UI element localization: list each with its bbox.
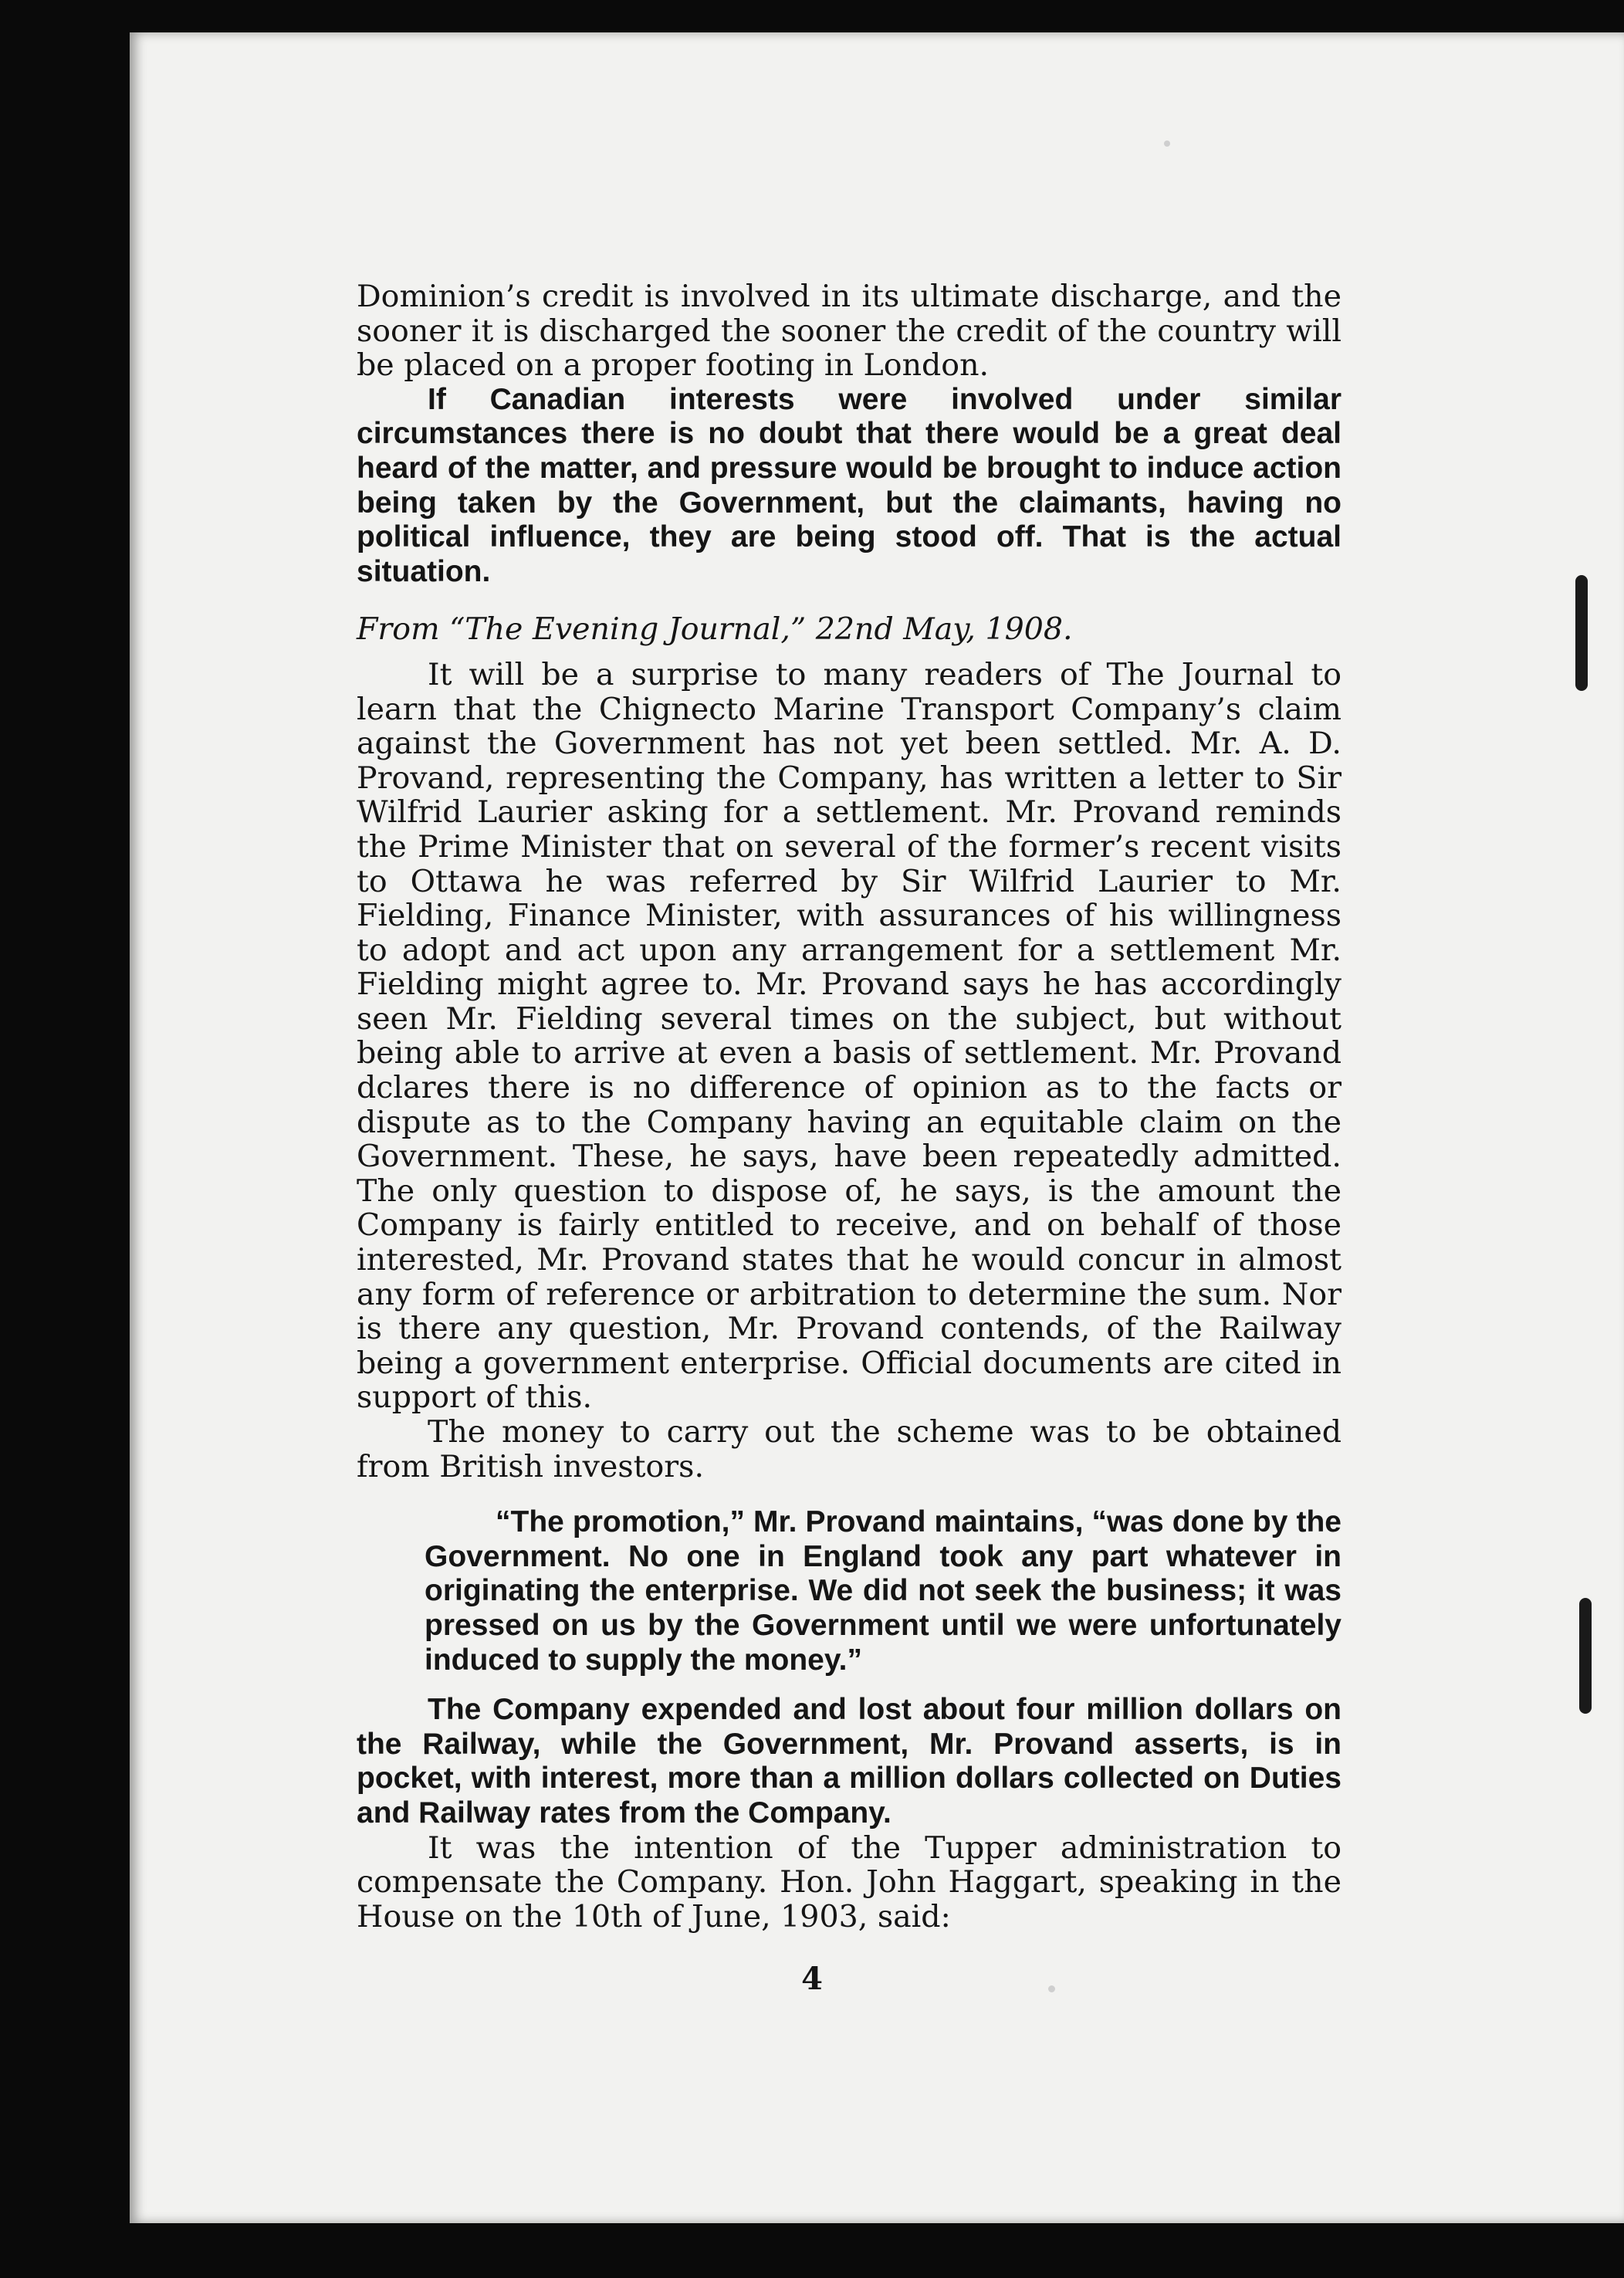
paragraph-journal-report: It will be a surprise to many readers of The Journal to learn that the Chignecto Marine Transport Company’s claim against the Government has not yet been settled. Mr. A. D. Provand, representing the Company, has written a letter to Sir Wilfrid Laurier asking for a settlement. Mr. Provand reminds the Prime Minister that on several of the former’s recent visits to Ottawa he was referred by Sir Wilfrid Laurier to Mr. Fielding, Finance Minister, with assurances of his willingness to adopt and act upon any arrangement for a settlement Mr. Fielding might agree to. Mr. Provand says he has accordingly seen Mr. Fielding several times on the subject, but without being able to arrive at even a basis of settlement. Mr. Provand dclares there is no difference of opinion as to the facts or dispute as to the Company having an equitable claim on the Government. These, he says, have been repeatedly admitted. The only question to dispose of, he says, is the amount the Company is fairly entitled to receive, and on behalf of those interested, Mr. Provand states that he would concur in almost any form of reference or arbitration to determine the sum. Nor is there any question, Mr. Provand contends, of the Railway being a government enterprise. Official documents are cited in support of this. (357, 656, 1341, 1416)
page-number: 4 (801, 1961, 823, 1997)
binding-mark-upper (1575, 575, 1588, 691)
source-heading: From “The Evening Journal,” 22nd May, 1908. (357, 611, 1073, 648)
paragraph-continuation: Dominion’s credit is involved in its ultimate discharge, and the sooner it is discharged the sooner the credit of the country will be placed on a proper footing in London. (357, 279, 1341, 384)
paragraph-tupper-administration: It was the intention of the Tupper administration to compensate the Company. Hon. John Haggart, speaking in the House on the 10th of June, 1903, said: (357, 1830, 1341, 1934)
article-text (357, 279, 1341, 1934)
paragraph-british-investors: The money to carry out the scheme was to be obtained from British investors. (357, 1414, 1341, 1484)
paragraph-canadian-interests: If Canadian interests were involved under similar circumstances there is no doubt that there would be a great deal heard of the matter, and pressure would be brought to induce action being taken by the Government, but the claimants, having no political influence, they are being stood off. That is the actual situation. (357, 382, 1341, 588)
binding-mark-lower (1579, 1598, 1592, 1714)
paper-speck (1164, 140, 1170, 147)
paragraph-company-expended: The Company expended and lost about four million dollars on the Railway, while the Government, Mr. Provand asserts, is in pocket, with interest, more than a million dollars collected on Duties and Railway rates from the Company. (357, 1693, 1341, 1830)
block-quote-provand: “The promotion,” Mr. Provand maintains, “was done by the Government. No one in England took any part whatever in originating the enterprise. We did not seek the business; it was pressed on us by the Government until we were unfortunately induced to supply the money.” (425, 1505, 1341, 1677)
